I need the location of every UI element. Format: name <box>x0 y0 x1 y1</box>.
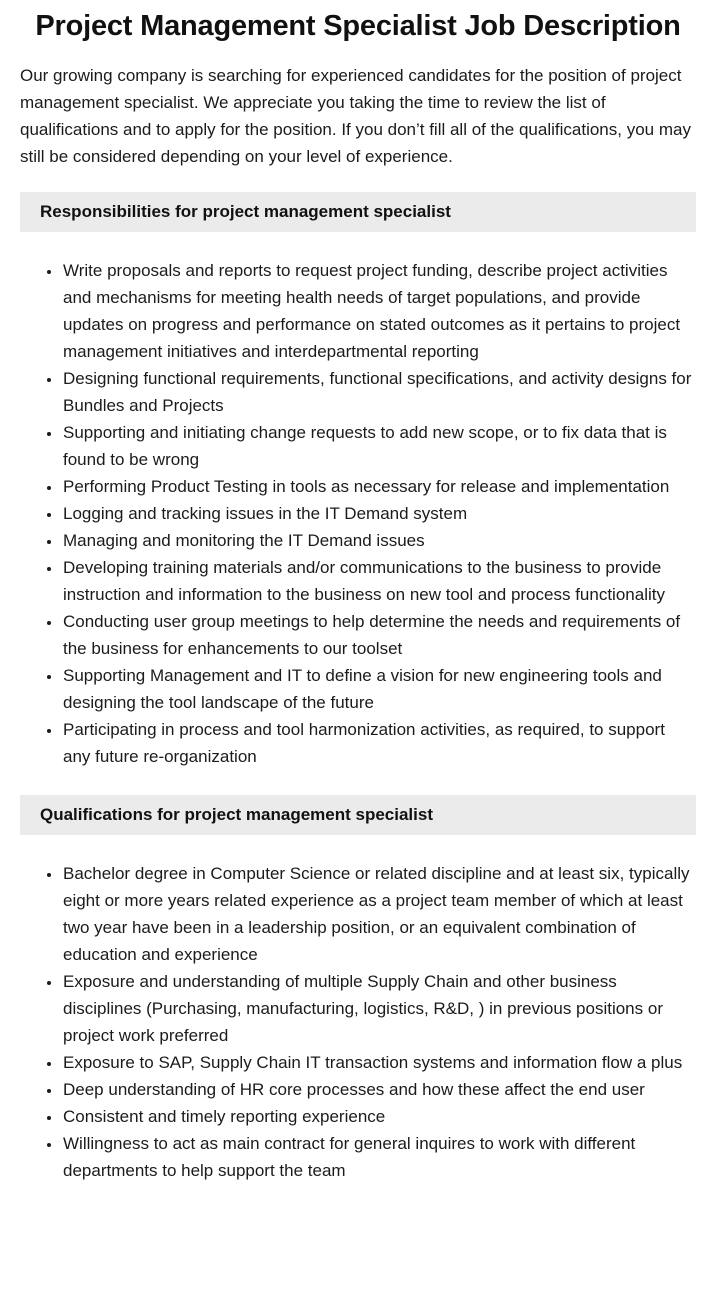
intro-paragraph: Our growing company is searching for experienced candidates for the position of project management specialist. We appreciate you taking the time to review the list of qualifications and to apply for the position. If you don’t fill all of the qualifications, you may still be considered depending on your level of experience. <box>20 66 691 166</box>
list-item: • Write proposals and reports to request project funding, describe project activities and mechanisms for meeting health needs of target populations, and provide updates on progress and performance on stated outcomes as it pertains to project management initiatives and interdepartmental reporting <box>62 257 696 365</box>
list-item: • Bachelor degree in Computer Science or related discipline and at least six, typically eight or more years related experience as a project team member of which at least two year have been in a leadership position, or an equivalent combination of education and experience <box>62 860 696 968</box>
list-item: • Deep understanding of HR core processes and how these affect the end user <box>62 1076 696 1103</box>
qualifications-list <box>20 860 696 1184</box>
list-item: • Designing functional requirements, functional specifications, and activity designs for Bundles and Projects <box>62 365 696 419</box>
list-item: • Managing and monitoring the IT Demand issues <box>62 527 696 554</box>
section-heading-qualifications: Qualifications for project management specialist <box>20 795 696 835</box>
page-title: Project Management Specialist Job Description <box>35 10 681 42</box>
section-heading-responsibilities: Responsibilities for project management specialist <box>20 192 696 232</box>
list-item: • Consistent and timely reporting experience <box>62 1103 696 1130</box>
list-item: • Exposure and understanding of multiple Supply Chain and other business disciplines (Purchasing, manufacturing, logistics, R&D, ) in previous positions or project work preferred <box>62 968 696 1049</box>
list-item: • Supporting and initiating change requests to add new scope, or to fix data that is found to be wrong <box>62 419 696 473</box>
list-item: • Participating in process and tool harmonization activities, as required, to support any future re-organization <box>62 716 696 770</box>
list-item: • Supporting Management and IT to define a vision for new engineering tools and designing the tool landscape of the future <box>62 662 696 716</box>
list-item: • Willingness to act as main contract for general inquires to work with different departments to help support the team <box>62 1130 696 1184</box>
list-item: • Exposure to SAP, Supply Chain IT transaction systems and information flow a plus <box>62 1049 696 1076</box>
responsibilities-list <box>20 257 696 770</box>
list-item: • Logging and tracking issues in the IT Demand system <box>62 500 696 527</box>
list-item: • Developing training materials and/or communications to the business to provide instruction and information to the business on new tool and process functionality <box>62 554 696 608</box>
list-item: • Conducting user group meetings to help determine the needs and requirements of the business for enhancements to our toolset <box>62 608 696 662</box>
list-item: • Performing Product Testing in tools as necessary for release and implementation <box>62 473 696 500</box>
